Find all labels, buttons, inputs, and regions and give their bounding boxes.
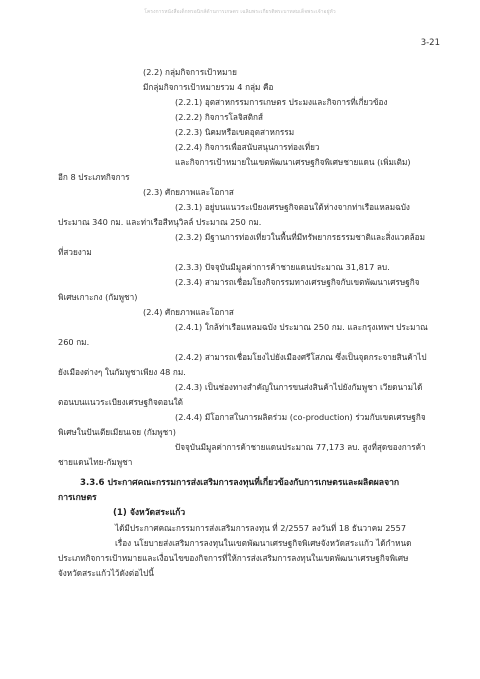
text-line: (2.2.4) กิจการเพื่อสนับสนุนการท่องเที่ยว bbox=[175, 142, 320, 152]
text-line: (2.3.1) อยู่บนแนวระเบียงเศรษฐกิจตอนใต้ห่างจากท่าเรือแหลมฉบัง bbox=[175, 202, 410, 212]
text-line: (2.3.4) สามารถเชื่อมโยงกิจกรรมทางเศรษฐกิจกับเขตพัฒนาเศรษฐกิจ bbox=[175, 277, 420, 287]
text-line: อีก 8 ประเภทกิจการ bbox=[58, 172, 130, 182]
text-line: ประมาณ 340 กม. และท่าเรือสีหนุวิลล์ ประมาณ 250 กม. bbox=[58, 217, 262, 227]
text-line: (2.4.1) ใกล้ท่าเรือแหลมฉบัง ประมาณ 250 กม. และกรุงเทพฯ ประมาณ bbox=[175, 322, 428, 332]
section-heading-continued: การเกษตร bbox=[58, 493, 97, 503]
text-line: พิเศษเกาะกง (กัมพูชา) bbox=[58, 292, 138, 302]
text-line: ยังเมืองต่างๆ ในกัมพูชาเพียง 48 กม. bbox=[58, 367, 186, 377]
page-header: โครงการหนังสือเด็กทรอนิกส์ด้านการเกษตร เฉลิมพระเกียรติพระบาทสมเด็จพระเจ้าอยู่หัว bbox=[144, 9, 336, 15]
text-line: (2.4) ศักยภาพและโอกาส bbox=[143, 307, 234, 317]
text-line: (2.3) ศักยภาพและโอกาส bbox=[143, 187, 234, 197]
text-line: (2.4.4) มีโอกาสในการผลิตร่วม (co-production) ร่วมกับเขตเศรษฐกิจ bbox=[175, 412, 426, 422]
text-line: ที่สวยงาม bbox=[58, 247, 92, 257]
text-line: พิเศษในปันเตียเมียนเจย (กัมพูชา) bbox=[58, 427, 176, 437]
body-line: เรื่อง นโยบายส่งเสริมการลงทุนในเขตพัฒนาเศรษฐกิจพิเศษจังหวัดสระแก้ว ได้กำหนด bbox=[115, 538, 412, 548]
page-number: 3-21 bbox=[420, 38, 440, 48]
text-line: (2.3.3) ปัจจุบันมีมูลค่าการค้าชายแดนประมาณ 31,817 ลบ. bbox=[175, 262, 390, 272]
text-line: ตอนบนแนวระเบียงเศรษฐกิจตอนใต้ bbox=[58, 397, 183, 407]
text-line: (2.2.2) กิจการโลจิสติกส์ bbox=[175, 112, 264, 122]
text-line: ปัจจุบันมีมูลค่าการค้าชายแดนประมาณ 77,173 ลบ. สูงที่สุดของการค้า bbox=[175, 442, 426, 452]
text-line: (2.2) กลุ่มกิจการเป้าหมาย bbox=[143, 67, 237, 77]
body-line: ประเภทกิจการเป้าหมายและเงื่อนไขของกิจการที่ให้การส่งเสริมการลงทุนในเขตพัฒนาเศรษฐกิจพิเศษ bbox=[58, 553, 409, 563]
text-line: (2.2.1) อุตสาหกรรมการเกษตร ประมงและกิจการที่เกี่ยวข้อง bbox=[175, 97, 388, 107]
text-line: (2.4.3) เป็นช่องทางสำคัญในการขนส่งสินค้าไปยังกัมพูชา เวียดนามได้ bbox=[175, 382, 423, 392]
text-line: และกิจการเป้าหมายในเขตพัฒนาเศรษฐกิจพิเศษชายแดน (เพิ่มเติม) bbox=[175, 157, 411, 167]
text-line: (2.3.2) มีฐานการท่องเที่ยวในพื้นที่มีทรัพยากรธรรมชาติและสิ่งแวดล้อม bbox=[175, 232, 425, 242]
section-heading: 3.3.6 ประกาศคณะกรรมการส่งเสริมการลงทุนที่เกี่ยวข้องกับการเกษตรและผลิตผลจาก bbox=[80, 478, 400, 488]
body-line: จังหวัดสระแก้วไว้ดังต่อไปนี้ bbox=[58, 568, 154, 578]
body-line: ได้มีประกาศคณะกรรมการส่งเสริมการลงทุน ที่ 2/2557 ลงวันที่ 18 ธันวาคม 2557 bbox=[115, 523, 407, 533]
text-line: 260 กม. bbox=[58, 337, 90, 347]
text-line: มีกลุ่มกิจการเป้าหมายรวม 4 กลุ่ม คือ bbox=[143, 82, 274, 92]
subsection-heading: (1) จังหวัดสระแก้ว bbox=[113, 508, 186, 518]
text-line: ชายแดนไทย-กัมพูชา bbox=[58, 457, 133, 467]
text-line: (2.2.3) นิคมหรือเขตอุตสาหกรรม bbox=[175, 127, 295, 137]
text-line: (2.4.2) สามารถเชื่อมโยงไปยังเมืองศรีโสภณ ซึ่งเป็นจุดกระจายสินค้าไป bbox=[175, 352, 427, 362]
